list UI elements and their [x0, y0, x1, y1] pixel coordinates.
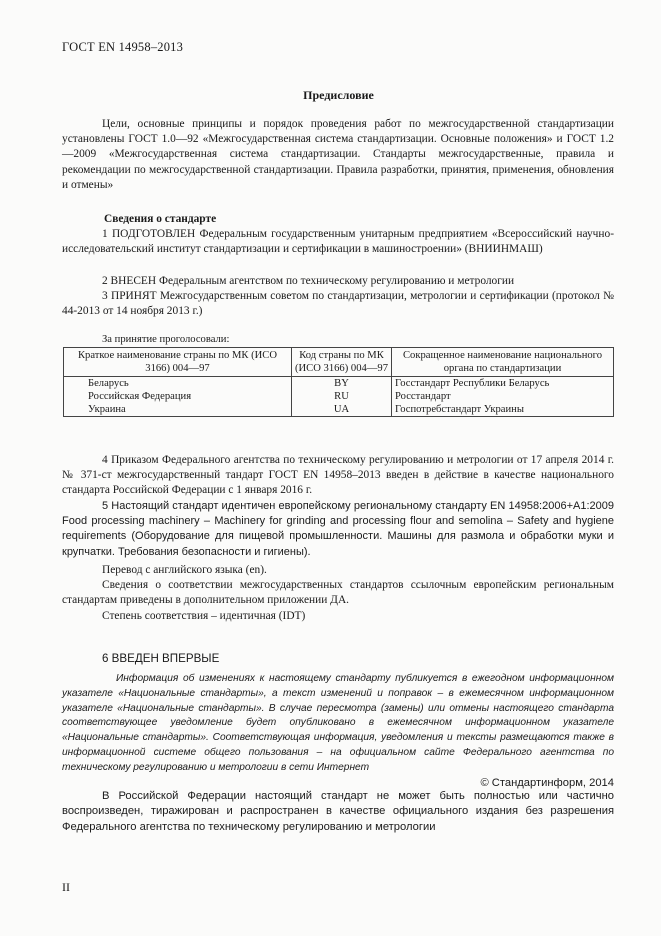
translation-note: Перевод с английского языка (en). — [102, 564, 267, 576]
item-3-adopted: 3 ПРИНЯТ Межгосударственным советом по стандартизации, метрологии и сертификации (протокол № 44-2013 от 14 ноября 2013 г.) — [62, 290, 614, 318]
conformity-info: Сведения о соответствии межгосударственных стандартов ссылочным европейским региональным стандартам приведены в дополнительном приложении ДА. — [62, 579, 614, 607]
change-notice: Информация об изменениях к настоящему стандарту публикуется в ежегодном информационном указателе «Национальные стандарты», а текст изменений и поправок – в ежемесячном информационном указателе «Национальные стандарты». В случае пересмотра (замены) или отмены настоящего стандарта соответствующее уведомление будет опубликовано в ежемесячном информационном указателе «Национальные стандарты». Соответствующая информация, уведомления и тексты размещаются также в информационной системе общего пользования – на официальном сайте Федерального агентства по техническому регулированию и метрологии в сети Интернет — [62, 673, 614, 773]
preface-intro: Цели, основные принципы и порядок проведения работ по межгосударственной стандартизации установлены ГОСТ 1.0—92 «Межгосударственная система стандартизации. Основные положения» и ГОСТ 1.2—2009 «Межгосударственная система стандартизации. Стандарты межгосударственные, правила и рекомендации по межгосударственной стандартизации. Правила разработки, принятия, применения, обновления и отмены» — [62, 118, 614, 191]
header-country-name: Краткое наименование страны по МК (ИСО 3166) 004—97 — [64, 348, 292, 377]
table-row — [64, 403, 614, 417]
country-code: RU — [292, 390, 392, 403]
item-5-identical: 5 Настоящий стандарт идентичен европейскому региональному стандарту EN 14958:2006+A1:2009 Food processing machinery – Machinery for grinding and processing flour and semolina – Safety and hygiene requirements (Оборудование для пищевой промышленности. Машины для размола и обработки муки и крупчатки. Требования безопасности и гигиены). — [62, 500, 614, 558]
item-6-introduced: 6 ВВЕДЕН ВПЕРВЫЕ — [102, 652, 220, 665]
country-name: Украина — [64, 403, 292, 417]
national-body: Госпотребстандарт Украины — [392, 403, 614, 417]
country-code: BY — [292, 377, 392, 391]
table-row — [64, 390, 614, 403]
standard-info-heading: Сведения о стандарте — [104, 213, 217, 225]
item-4-order: 4 Приказом Федерального агентства по техническому регулированию и метрологии от 17 апреля 2014 г. № 371-ст межгосударственный тандарт ГОСТ EN 14958–2013 введен в действие в качестве национального стандарта Российской Федерации с 1 января 2016 г. — [62, 454, 614, 497]
voting-countries-table — [63, 347, 614, 417]
page-number: II — [62, 880, 70, 894]
header-country-code: Код страны по МК (ИСО 3166) 004—97 — [292, 348, 392, 377]
national-body: Госстандарт Республики Беларусь — [392, 377, 614, 391]
country-name: Российская Федерация — [64, 390, 292, 403]
table-header-row — [64, 348, 614, 377]
country-code: UA — [292, 403, 392, 417]
preface-title: Предисловие — [303, 88, 374, 102]
table-row — [64, 377, 614, 391]
conformity-degree: Степень соответствия – идентичная (IDT) — [102, 610, 306, 622]
national-body: Росстандарт — [392, 390, 614, 403]
header-national-body: Сокращенное наименование национального органа по стандартизации — [392, 348, 614, 377]
country-name: Беларусь — [64, 377, 292, 391]
document-code: ГОСТ EN 14958–2013 — [62, 40, 184, 54]
voted-label: За принятие проголосовали: — [102, 334, 230, 345]
copyright-text: В Российской Федерации настоящий стандарт не может быть полностью или частично воспроизведен, тиражирован и распространен в качестве официального издания без разрешения Федерального агентства по техническому регулированию и метрологии — [62, 790, 614, 833]
item-1-prepared: 1 ПОДГОТОВЛЕН Федеральным государственным унитарным предприятием «Всероссийский научно-исследовательский институт стандартизации и сертификации в машиностроении» (ВНИИНМАШ) — [62, 228, 614, 256]
copyright-mark: © Стандартинформ, 2014 — [480, 777, 614, 789]
item-2-submitted: 2 ВНЕСЕН Федеральным агентством по техническому регулированию и метрологии — [102, 275, 515, 287]
